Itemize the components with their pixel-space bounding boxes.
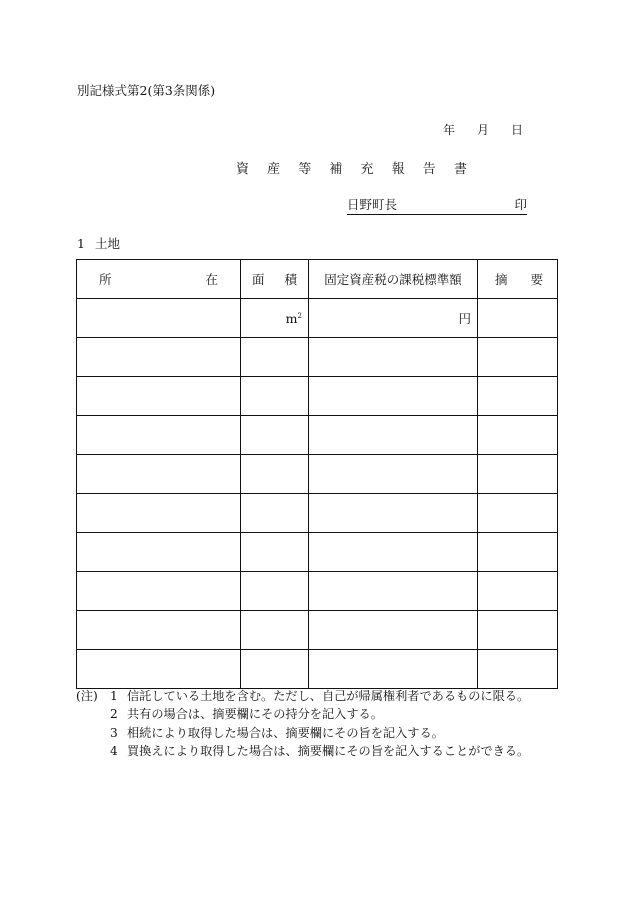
section-heading	[77, 238, 120, 251]
note-number: 1	[110, 689, 118, 703]
table-row	[77, 533, 558, 572]
section-number: 1	[77, 236, 85, 251]
addressee-name: 日野町長	[347, 197, 398, 212]
date-month: 月	[477, 123, 490, 137]
cell-area[interactable]	[241, 299, 309, 338]
note-text: 信託している土地を含む。ただし、自己が帰属権利者であるものに限る。	[127, 689, 530, 703]
document-title: 資 産 等 補 充 報 告 書	[236, 162, 474, 177]
cell-location[interactable]	[77, 455, 241, 494]
cell-value[interactable]	[309, 611, 478, 650]
area-unit-exponent: 2	[297, 311, 302, 320]
area-unit-label: m	[285, 310, 298, 326]
cell-remarks[interactable]	[478, 572, 558, 611]
cell-remarks[interactable]	[478, 455, 558, 494]
cell-remarks[interactable]	[478, 494, 558, 533]
header-assessed-value: 固定資産税の課税標準額	[309, 260, 478, 299]
note-item	[76, 708, 383, 720]
form-reference: 別記様式第2(第3条関係)	[77, 83, 216, 98]
note-number: 2	[110, 707, 118, 722]
note-item	[76, 745, 529, 757]
cell-area[interactable]	[241, 494, 309, 533]
table-row	[77, 338, 558, 377]
table-row	[77, 416, 558, 455]
cell-area[interactable]	[241, 533, 309, 572]
note-number: 3	[110, 725, 118, 740]
header-location-left: 所	[99, 272, 112, 287]
seal-mark: 印	[514, 197, 527, 212]
cell-value[interactable]	[309, 650, 478, 689]
table-row	[77, 611, 558, 650]
cell-remarks[interactable]	[478, 416, 558, 455]
cell-value[interactable]	[309, 416, 478, 455]
cell-location[interactable]	[77, 299, 241, 338]
note-text: 買換えにより取得した場合は、摘要欄にその旨を記入することができる。	[127, 743, 530, 758]
cell-remarks[interactable]	[478, 611, 558, 650]
header-area-right: 積	[284, 272, 297, 287]
cell-location[interactable]	[77, 494, 241, 533]
header-area-left: 面	[252, 272, 265, 287]
table-row	[77, 650, 558, 689]
addressee-line	[347, 199, 527, 215]
cell-location[interactable]	[77, 572, 241, 611]
table-header-row	[77, 260, 558, 299]
cell-area[interactable]	[241, 377, 309, 416]
note-text: 相続により取得した場合は、摘要欄にその旨を記入する。	[127, 725, 444, 740]
header-location-right: 在	[205, 272, 218, 287]
note-number: 4	[110, 743, 118, 758]
cell-remarks[interactable]	[478, 338, 558, 377]
note-item	[76, 690, 529, 702]
cell-remarks[interactable]	[478, 377, 558, 416]
table-row	[77, 455, 558, 494]
date-line	[443, 124, 523, 136]
cell-location[interactable]	[77, 611, 241, 650]
header-remarks-right: 要	[530, 272, 543, 287]
date-year: 年	[443, 123, 456, 137]
cell-value[interactable]	[309, 338, 478, 377]
cell-value[interactable]	[309, 494, 478, 533]
table-row	[77, 299, 558, 338]
cell-value[interactable]	[309, 533, 478, 572]
note-item	[76, 727, 444, 739]
cell-value[interactable]	[309, 455, 478, 494]
table-row	[77, 572, 558, 611]
cell-area[interactable]	[241, 611, 309, 650]
cell-location[interactable]	[77, 650, 241, 689]
cell-area[interactable]	[241, 572, 309, 611]
cell-area[interactable]	[241, 416, 309, 455]
cell-value[interactable]	[309, 572, 478, 611]
cell-location[interactable]	[77, 533, 241, 572]
cell-area[interactable]	[241, 455, 309, 494]
cell-value[interactable]	[309, 299, 478, 338]
section-label: 土地	[95, 236, 121, 251]
cell-area[interactable]	[241, 338, 309, 377]
cell-remarks[interactable]	[478, 533, 558, 572]
cell-location[interactable]	[77, 416, 241, 455]
cell-value[interactable]	[309, 377, 478, 416]
header-remarks	[478, 260, 558, 299]
table-row	[77, 494, 558, 533]
header-remarks-left: 摘	[495, 272, 508, 287]
cell-location[interactable]	[77, 377, 241, 416]
date-day: 日	[511, 123, 524, 137]
header-area	[241, 260, 309, 299]
table-row	[77, 377, 558, 416]
header-location	[77, 260, 241, 299]
notes-prefix: (注)	[76, 689, 98, 703]
cell-area[interactable]	[241, 650, 309, 689]
cell-remarks[interactable]	[478, 299, 558, 338]
value-unit-label: 円	[458, 311, 471, 326]
cell-location[interactable]	[77, 338, 241, 377]
land-table	[76, 259, 558, 689]
cell-remarks[interactable]	[478, 650, 558, 689]
note-text: 共有の場合は、摘要欄にその持分を記入する。	[127, 707, 383, 722]
